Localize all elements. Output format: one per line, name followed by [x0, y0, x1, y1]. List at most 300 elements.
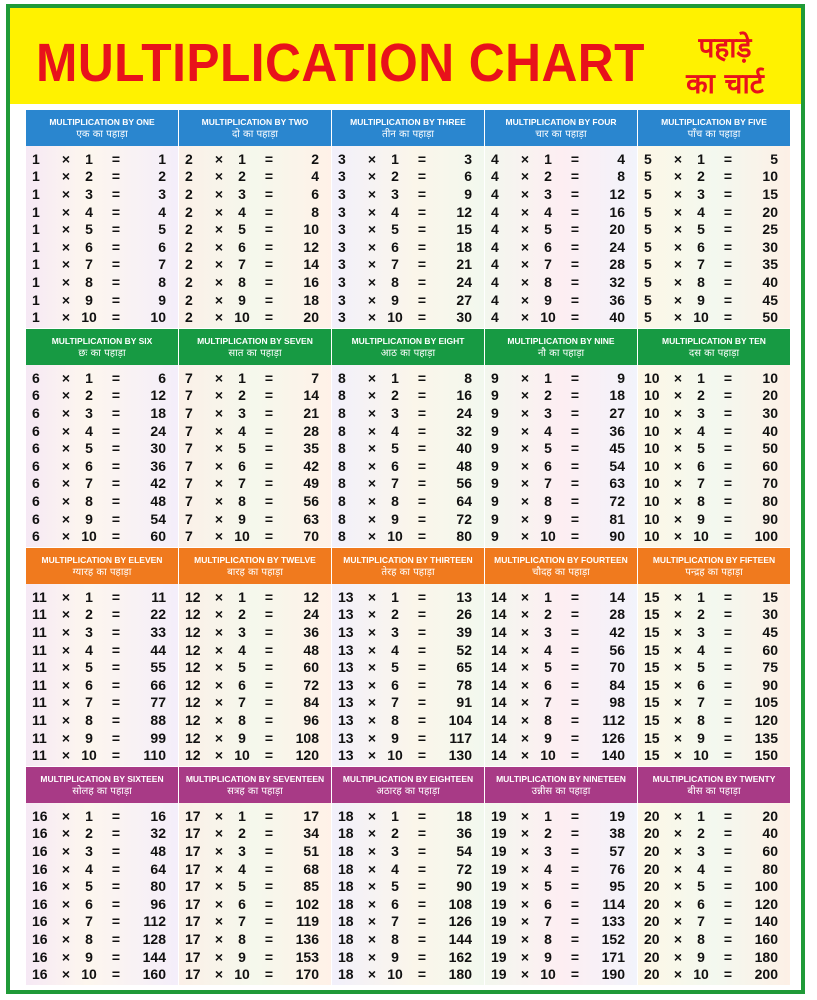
multiplier: 8 [391, 930, 399, 947]
table-row [26, 588, 178, 606]
times-sign: × [673, 150, 683, 167]
multiplicand: 6 [32, 369, 40, 386]
multiplier: 3 [85, 842, 93, 859]
multiplicand: 20 [644, 913, 660, 930]
times-sign: × [520, 238, 530, 255]
equals-sign: = [570, 475, 580, 492]
times-sign: × [520, 492, 530, 509]
equals-sign: = [264, 966, 274, 983]
times-sign: × [673, 256, 683, 273]
multiplicand: 17 [185, 878, 201, 895]
table-row [179, 291, 331, 309]
times-sign: × [61, 492, 71, 509]
multiplier: 4 [391, 422, 399, 439]
multiplicand: 14 [491, 623, 507, 640]
multiplicand: 19 [491, 913, 507, 930]
multiplier: 4 [238, 203, 246, 220]
multiplier: 5 [391, 878, 399, 895]
equals-sign: = [111, 606, 121, 623]
product: 45 [762, 623, 778, 640]
product: 6 [158, 369, 166, 386]
times-sign: × [520, 404, 530, 421]
product: 7 [158, 256, 166, 273]
equals-sign: = [723, 694, 733, 711]
multiplier: 5 [85, 440, 93, 457]
table-rows [485, 584, 637, 764]
equals-sign: = [264, 930, 274, 947]
table-title-hindi: पाँच का पहाड़ा [687, 129, 741, 140]
multiplicand: 12 [185, 694, 201, 711]
multiplier: 1 [391, 150, 399, 167]
multiplier: 8 [391, 711, 399, 728]
multiplicand: 1 [32, 309, 40, 326]
table-row [485, 220, 637, 238]
equals-sign: = [264, 457, 274, 474]
multiplicand: 2 [185, 185, 193, 202]
table-row [332, 842, 484, 860]
product: 6 [158, 238, 166, 255]
table-rows [332, 584, 484, 764]
multiplicand: 2 [185, 238, 193, 255]
multiplicand: 4 [491, 185, 499, 202]
multiplicand: 18 [338, 948, 354, 965]
product: 45 [762, 291, 778, 308]
times-sign: × [520, 185, 530, 202]
equals-sign: = [264, 168, 274, 185]
product: 14 [609, 588, 625, 605]
equals-sign: = [570, 404, 580, 421]
table-row [332, 203, 484, 221]
multiplier: 8 [85, 492, 93, 509]
multiplicand: 1 [32, 238, 40, 255]
multiplicand: 20 [644, 966, 660, 983]
multiplier: 3 [238, 623, 246, 640]
multiplicand: 12 [185, 606, 201, 623]
product: 96 [303, 711, 319, 728]
times-sign: × [673, 694, 683, 711]
multiplier: 2 [238, 168, 246, 185]
equals-sign: = [111, 895, 121, 912]
product: 60 [762, 842, 778, 859]
table-header [26, 548, 178, 584]
table-title: MULTIPLICATION BY THREE [350, 117, 466, 127]
multiplicand: 7 [185, 404, 193, 421]
multiplier: 10 [81, 309, 97, 326]
multiplier: 8 [697, 492, 705, 509]
table-panel-15 [638, 548, 790, 766]
table-row [485, 150, 637, 168]
table-row [179, 238, 331, 256]
table-row [179, 965, 331, 983]
multiplicand: 5 [644, 203, 652, 220]
hindi-title-line1: पहाड़े [698, 31, 752, 64]
table-header [179, 329, 331, 365]
table-row [26, 273, 178, 291]
product: 42 [303, 457, 319, 474]
multiplier: 10 [540, 966, 556, 983]
multiplicand: 9 [491, 475, 499, 492]
table-panel-17 [179, 767, 331, 985]
product: 110 [143, 747, 166, 764]
multiplicand: 5 [644, 150, 652, 167]
product: 50 [762, 309, 778, 326]
multiplicand: 1 [32, 221, 40, 238]
table-row [26, 895, 178, 913]
table-panel-3 [332, 110, 484, 328]
equals-sign: = [570, 895, 580, 912]
times-sign: × [520, 930, 530, 947]
multiplier: 10 [540, 309, 556, 326]
multiplier: 10 [387, 747, 403, 764]
table-row [179, 308, 331, 326]
table-rows [179, 146, 331, 326]
multiplicand: 1 [32, 203, 40, 220]
table-row [485, 291, 637, 309]
times-sign: × [214, 528, 224, 545]
product: 108 [448, 895, 472, 912]
times-sign: × [367, 623, 377, 640]
table-row [179, 676, 331, 694]
table-row [26, 746, 178, 764]
table-row [26, 948, 178, 966]
table-row [179, 729, 331, 747]
table-row [332, 273, 484, 291]
equals-sign: = [570, 606, 580, 623]
equals-sign: = [264, 291, 274, 308]
times-sign: × [214, 747, 224, 764]
equals-sign: = [264, 606, 274, 623]
table-row [332, 308, 484, 326]
equals-sign: = [264, 623, 274, 640]
multiplier: 5 [697, 659, 705, 676]
times-sign: × [520, 842, 530, 859]
product: 17 [303, 807, 319, 824]
table-row [179, 256, 331, 274]
equals-sign: = [264, 203, 274, 220]
product: 160 [142, 966, 166, 983]
table-title: MULTIPLICATION BY EIGHT [351, 336, 465, 346]
table-row [638, 623, 790, 641]
table-rows [179, 365, 331, 545]
multiplicand: 2 [185, 256, 193, 273]
product: 30 [762, 238, 778, 255]
table-row [485, 913, 637, 931]
table-row [638, 369, 790, 387]
multiplicand: 19 [491, 895, 507, 912]
multiplier: 6 [85, 238, 93, 255]
multiplier: 9 [85, 948, 93, 965]
equals-sign: = [417, 440, 427, 457]
multiplicand: 13 [338, 694, 354, 711]
table-row [485, 404, 637, 422]
times-sign: × [673, 623, 683, 640]
table-row [26, 807, 178, 825]
table-row [638, 930, 790, 948]
product: 64 [150, 860, 166, 877]
product: 5 [770, 150, 778, 167]
times-sign: × [673, 238, 683, 255]
multiplier: 1 [697, 807, 705, 824]
multiplicand: 3 [338, 273, 346, 290]
multiplicand: 18 [338, 807, 354, 824]
multiplicand: 12 [185, 729, 201, 746]
times-sign: × [61, 510, 71, 527]
table-row [179, 641, 331, 659]
multiplicand: 16 [32, 913, 48, 930]
equals-sign: = [417, 404, 427, 421]
times-sign: × [520, 422, 530, 439]
times-sign: × [214, 842, 224, 859]
table-title-hindi: अठारह का पहाड़ा [376, 786, 440, 797]
times-sign: × [673, 492, 683, 509]
multiplier: 7 [697, 694, 705, 711]
product: 56 [609, 641, 625, 658]
equals-sign: = [723, 641, 733, 658]
multiplicand: 3 [338, 221, 346, 238]
multiplicand: 16 [32, 825, 48, 842]
table-row [485, 641, 637, 659]
table-row [332, 729, 484, 747]
equals-sign: = [570, 825, 580, 842]
equals-sign: = [417, 694, 427, 711]
multiplicand: 13 [338, 729, 354, 746]
times-sign: × [520, 807, 530, 824]
multiplicand: 11 [32, 729, 47, 746]
times-sign: × [520, 510, 530, 527]
product: 171 [601, 948, 625, 965]
product: 10 [303, 221, 319, 238]
times-sign: × [520, 860, 530, 877]
multiplier: 8 [697, 930, 705, 947]
multiplier: 2 [544, 606, 552, 623]
product: 162 [448, 948, 472, 965]
equals-sign: = [723, 842, 733, 859]
times-sign: × [520, 659, 530, 676]
equals-sign: = [723, 422, 733, 439]
multiplier: 2 [391, 168, 399, 185]
table-panel-18 [332, 767, 484, 985]
product: 16 [609, 203, 625, 220]
times-sign: × [520, 309, 530, 326]
times-sign: × [214, 387, 224, 404]
table-title: MULTIPLICATION BY TWELVE [194, 555, 316, 565]
multiplicand: 12 [185, 588, 201, 605]
product: 36 [303, 623, 319, 640]
product: 42 [150, 475, 166, 492]
multiplier: 10 [81, 747, 97, 764]
table-row [332, 676, 484, 694]
product: 4 [311, 168, 319, 185]
multiplicand: 4 [491, 203, 499, 220]
product: 9 [464, 185, 472, 202]
multiplicand: 3 [338, 185, 346, 202]
table-row [332, 238, 484, 256]
equals-sign: = [417, 492, 427, 509]
multiplicand: 5 [644, 185, 652, 202]
product: 128 [142, 930, 166, 947]
equals-sign: = [570, 842, 580, 859]
times-sign: × [673, 510, 683, 527]
table-row [179, 439, 331, 457]
equals-sign: = [264, 878, 274, 895]
equals-sign: = [264, 860, 274, 877]
times-sign: × [673, 185, 683, 202]
equals-sign: = [417, 711, 427, 728]
table-panel-1 [26, 110, 178, 328]
product: 50 [762, 440, 778, 457]
multiplier: 8 [238, 273, 246, 290]
times-sign: × [367, 676, 377, 693]
equals-sign: = [570, 948, 580, 965]
multiplicand: 6 [32, 422, 40, 439]
times-sign: × [214, 168, 224, 185]
equals-sign: = [417, 528, 427, 545]
times-sign: × [367, 807, 377, 824]
multiplier: 8 [238, 930, 246, 947]
product: 28 [609, 256, 625, 273]
multiplicand: 18 [338, 966, 354, 983]
equals-sign: = [723, 878, 733, 895]
equals-sign: = [417, 659, 427, 676]
multiplicand: 19 [491, 825, 507, 842]
multiplicand: 10 [644, 440, 660, 457]
times-sign: × [367, 185, 377, 202]
times-sign: × [367, 150, 377, 167]
multiplicand: 17 [185, 860, 201, 877]
times-sign: × [214, 150, 224, 167]
times-sign: × [61, 369, 71, 386]
multiplicand: 9 [491, 369, 499, 386]
multiplicand: 11 [32, 711, 47, 728]
product: 21 [303, 404, 319, 421]
multiplier: 6 [697, 238, 705, 255]
multiplicand: 2 [185, 203, 193, 220]
table-row [485, 860, 637, 878]
equals-sign: = [111, 528, 121, 545]
multiplicand: 7 [185, 492, 193, 509]
product: 135 [754, 729, 778, 746]
product: 102 [295, 895, 319, 912]
equals-sign: = [723, 528, 733, 545]
multiplier: 9 [544, 510, 552, 527]
multiplier: 1 [238, 369, 246, 386]
equals-sign: = [417, 387, 427, 404]
times-sign: × [214, 676, 224, 693]
multiplicand: 4 [491, 150, 499, 167]
equals-sign: = [264, 729, 274, 746]
times-sign: × [61, 238, 71, 255]
multiplier: 1 [85, 807, 93, 824]
times-sign: × [61, 457, 71, 474]
equals-sign: = [570, 256, 580, 273]
equals-sign: = [111, 291, 121, 308]
equals-sign: = [417, 729, 427, 746]
times-sign: × [214, 422, 224, 439]
product: 24 [456, 273, 472, 290]
multiplier: 10 [387, 309, 403, 326]
product: 72 [456, 510, 472, 527]
product: 105 [754, 694, 778, 711]
table-panel-6 [26, 329, 178, 547]
equals-sign: = [111, 913, 121, 930]
table-row [638, 606, 790, 624]
times-sign: × [367, 694, 377, 711]
multiplier: 3 [391, 185, 399, 202]
multiplier: 6 [697, 457, 705, 474]
table-panel-8 [332, 329, 484, 547]
product: 12 [456, 203, 472, 220]
table-row [638, 510, 790, 528]
times-sign: × [520, 747, 530, 764]
equals-sign: = [264, 747, 274, 764]
multiplicand: 14 [491, 694, 507, 711]
equals-sign: = [570, 528, 580, 545]
multiplicand: 3 [338, 256, 346, 273]
equals-sign: = [417, 185, 427, 202]
multiplier: 4 [697, 422, 705, 439]
multiplier: 9 [391, 948, 399, 965]
table-row [179, 475, 331, 493]
times-sign: × [214, 711, 224, 728]
product: 114 [602, 895, 625, 912]
table-header [26, 767, 178, 803]
times-sign: × [61, 185, 71, 202]
multiplicand: 7 [185, 475, 193, 492]
equals-sign: = [723, 457, 733, 474]
equals-sign: = [723, 309, 733, 326]
times-sign: × [673, 711, 683, 728]
table-row [332, 527, 484, 545]
table-rows [638, 365, 790, 545]
multiplicand: 5 [644, 256, 652, 273]
times-sign: × [61, 588, 71, 605]
multiplicand: 4 [491, 238, 499, 255]
table-title-hindi: चौदह का पहाड़ा [532, 567, 590, 578]
equals-sign: = [570, 623, 580, 640]
table-row [26, 913, 178, 931]
multiplier: 4 [391, 860, 399, 877]
table-row [26, 238, 178, 256]
table-row [638, 238, 790, 256]
multiplicand: 16 [32, 948, 48, 965]
product: 84 [609, 676, 625, 693]
table-row [638, 825, 790, 843]
times-sign: × [520, 641, 530, 658]
equals-sign: = [264, 256, 274, 273]
equals-sign: = [723, 676, 733, 693]
table-header [638, 329, 790, 365]
equals-sign: = [111, 475, 121, 492]
times-sign: × [367, 238, 377, 255]
equals-sign: = [111, 842, 121, 859]
multiplicand: 13 [338, 623, 354, 640]
table-row [179, 842, 331, 860]
multiplicand: 10 [644, 475, 660, 492]
multiplier: 4 [544, 203, 552, 220]
times-sign: × [61, 895, 71, 912]
product: 36 [456, 825, 472, 842]
multiplicand: 11 [32, 747, 47, 764]
multiplier: 5 [391, 659, 399, 676]
times-sign: × [61, 404, 71, 421]
multiplier: 3 [238, 842, 246, 859]
multiplier: 1 [697, 588, 705, 605]
equals-sign: = [264, 825, 274, 842]
times-sign: × [61, 528, 71, 545]
product: 108 [295, 729, 319, 746]
product: 72 [303, 676, 319, 693]
product: 27 [456, 291, 472, 308]
